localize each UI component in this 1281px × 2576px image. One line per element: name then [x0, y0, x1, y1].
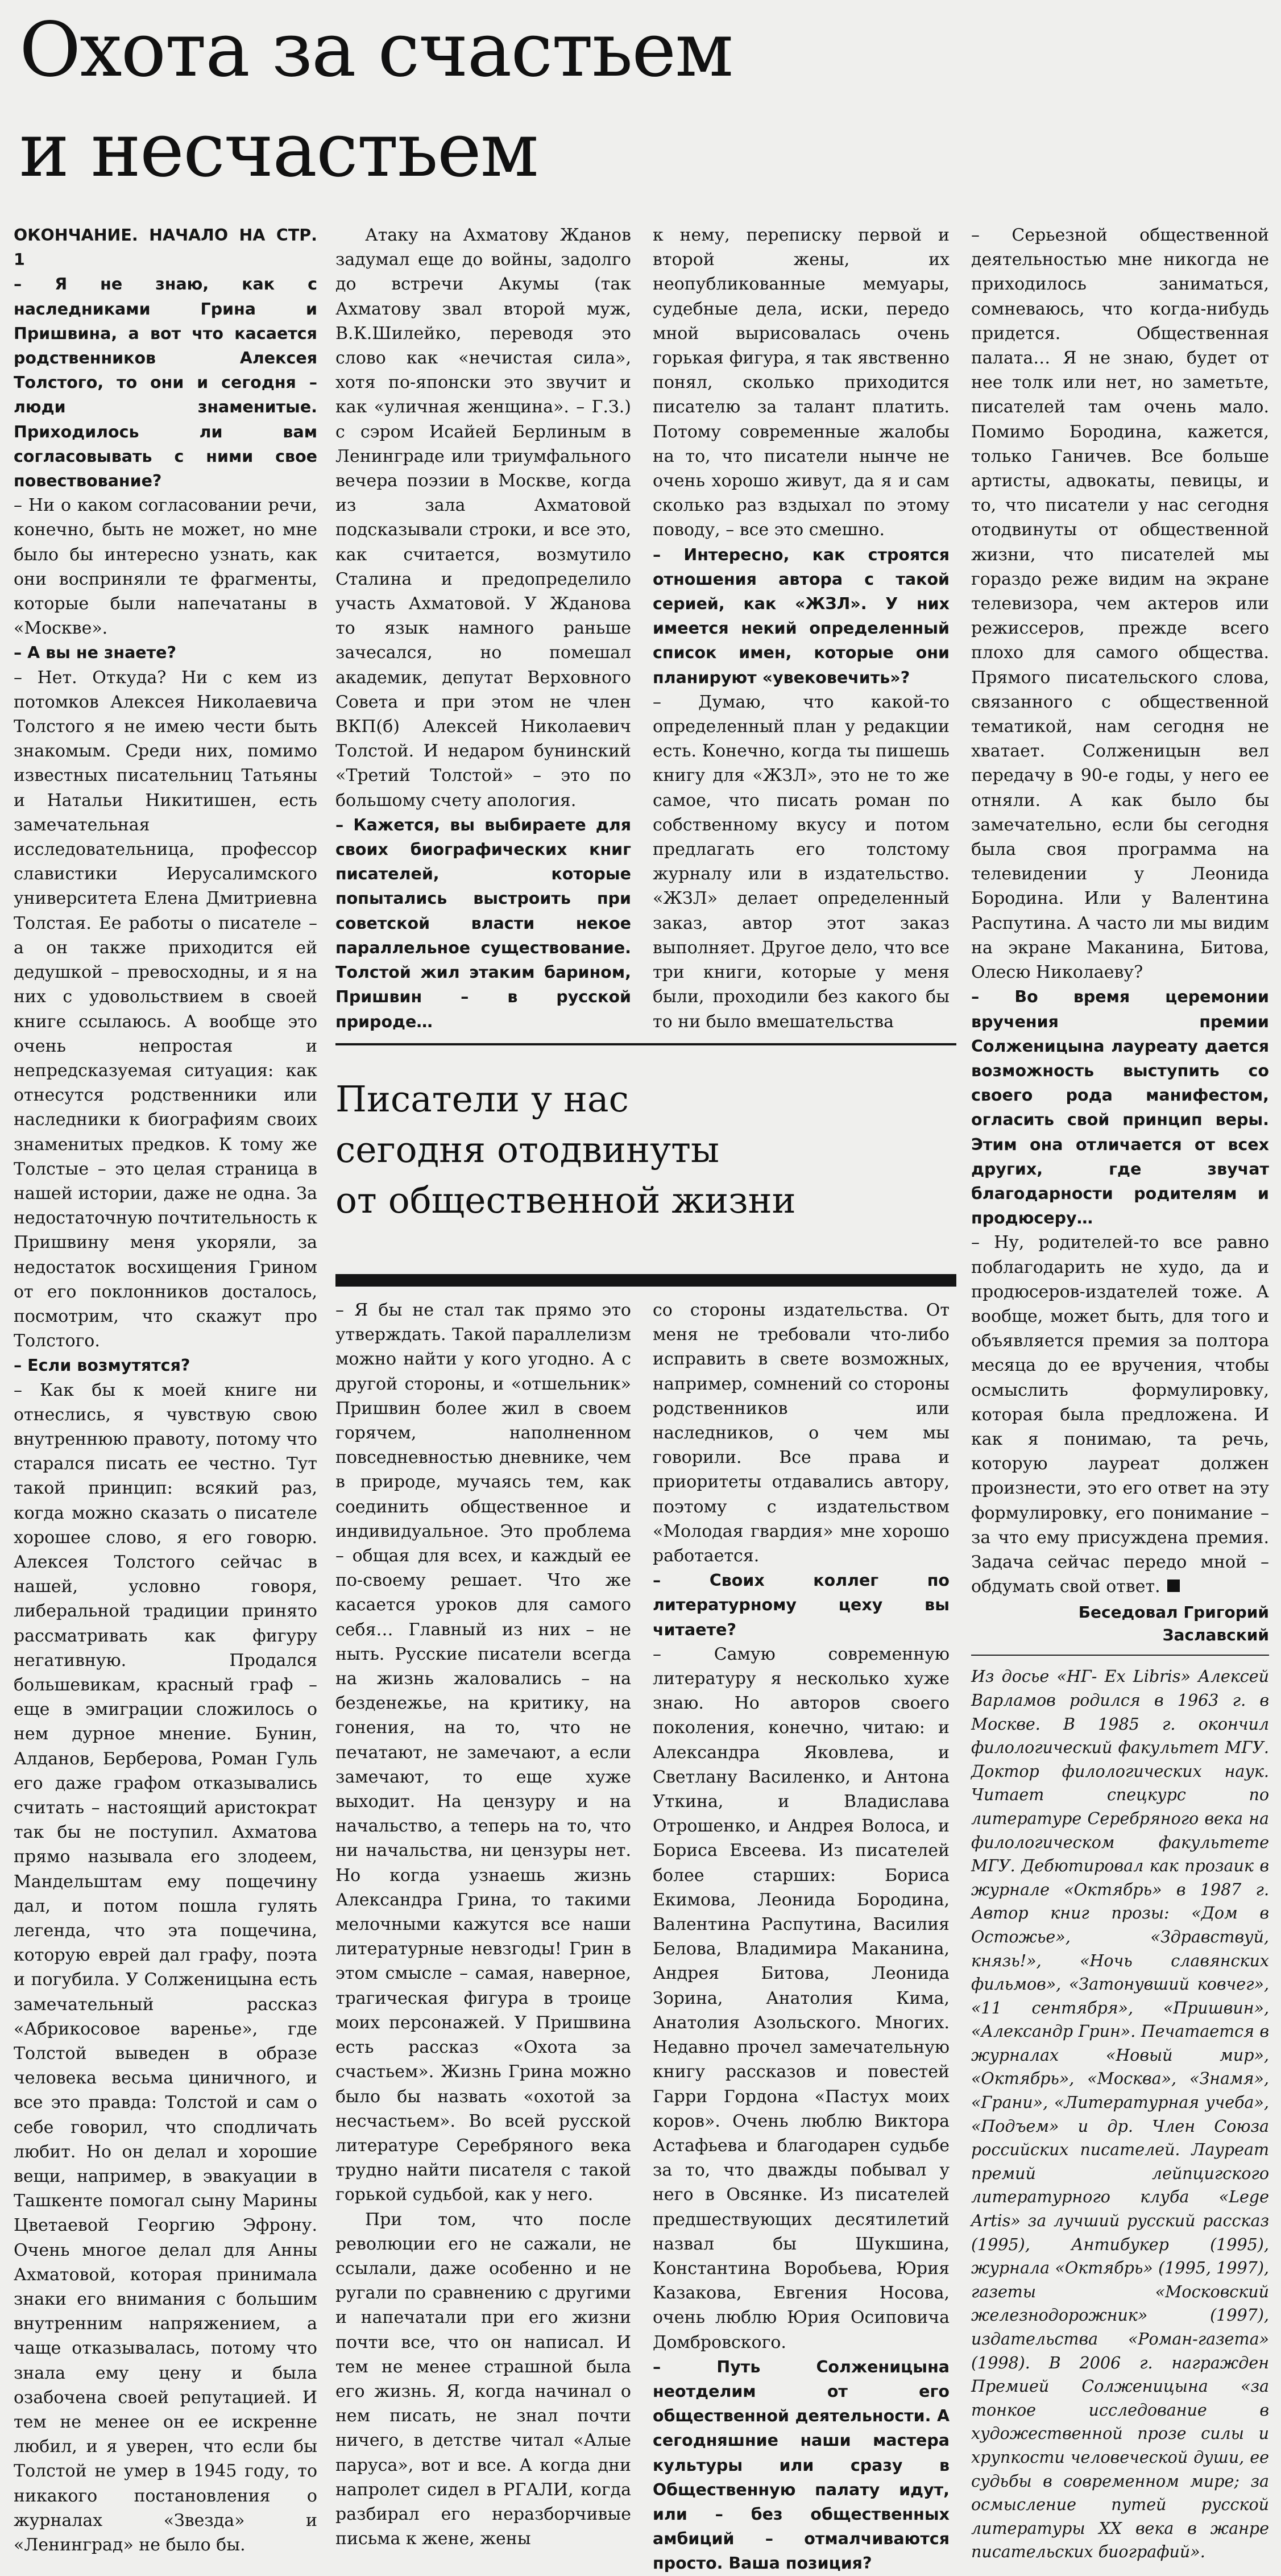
section-divider-bottom — [335, 1274, 956, 1287]
article-headline — [19, 0, 884, 200]
column-3-bottom — [653, 1298, 950, 2573]
answer-8 — [971, 1230, 1269, 1599]
answer-6: – Самую современную литературу я несколько хуже знаю. Но авторов своего поколения, конечно, читаю: и Александра Яковлева, и Светлану Василенко, и Антона Уткина, и Владислава Отрошенко, и Андрея Волоса, и Бориса Евсеева. Из писателей более старших: Бориса Екимова, Леонида Бородина, Валентина Распутина, Василия Белова, Владимира Маканина, Андрея Битова, Леонида Зорина, Анатолия Кима, Анатолия Азольского. Многих. Недавно прочел замечательную книгу рассказов и повестей Гарри Гордона «Пастух моих коров». Очень люблю Виктора Астафьева и благодарен судьбе за то, что дважды побывал у него в Овсянке. Из писателей предшествующих десятилетий назвал бы Шукшина, Константина Воробьева, Юрия Казакова, Евгения Носова, очень люблю Юрия Осиповича Домбровского. — [653, 1644, 950, 2352]
question-3: – Если возмутятся? — [14, 1356, 190, 1375]
question-7: – Путь Солженицына неотделим от его общественной деятельности. А сегодняшние наши мастера культуры или сразу в Общественную палату идут, или – без общественных амбиций – отмалчиваются просто. Ваша позиция? — [653, 2357, 950, 2573]
column-4 — [971, 223, 1269, 2562]
end-mark-icon — [1167, 1579, 1180, 1592]
byline: Беседовал Григорий Заславский — [1078, 1603, 1269, 1645]
column-3-top — [653, 223, 950, 1037]
question-6: – Своих коллег по литературному цеху вы читаете? — [653, 1571, 950, 1639]
paragraph: – Я бы не стал так прямо это утверждать. Такой параллелизм можно найти у кого угодно. А с другой стороны, и «отшельник» Пришвин более жил в своем горячем, наполненном повседневностью дневнике, чем в природе, мучаясь тем, как соединить общественное и индивидуальное. Это проблема – общая для всех, и каждый ее по-своему решает. Что же касается уроков для самого себя… Главный из них – не ныть. Русские писатели всегда на жизнь жаловались – на безденежье, на критику, на гонения, на то, что не печатают, не замечают, а если замечают, то еще хуже выходит. На цензуру и на начальство, а теперь на то, что ни начальства, ни цензуры нет. Но когда узнаешь жизнь Александра Грина, то такими мелочными кажутся все наши литературные невзгоды! Грин в этом смысле – самая, наверное, трагическая фигура в троице моих персонажей. У Пришвина есть рассказ «Охота за счастьем». Жизнь Грина можно было бы назвать «охотой за несчастьем». Во всей русской литературе Серебряного века трудно найти писателя с такой горькой судьбой, как у него. — [335, 1300, 631, 2205]
paragraph: со стороны издательства. От меня не требовали что-либо исправить в свете возможных, например, сомнений со стороны родственников или наследников, о чем мы говорили. Все права и приоритеты отдавались автору, поэтому с издательством «Молодая гвардия» мне хорошо работается. — [653, 1300, 950, 1566]
answer-7: – Серьезной общественной деятельностью мне никогда не приходилось заниматься, сомневаюсь, что когда-нибудь придется. Общественная палата… Я не знаю, будет от нее толк или нет, но заметьте, писателей там очень мало. Помимо Бородина, кажется, только Ганичев. Все больше артисты, адвокаты, певицы, и то, что писатели у нас сегодня отодвинуты от общественной жизни, что писателей мы гораздо реже видим на экране телевизора, чем актеров или режиссеров, прежде всего плохо для самого общества. Прямого писательского слова, связанного с общественной тематикой, нам сегодня не хватает. Солженицын вел передачу в 90-е годы, у него ее отняли. А как было бы замечательно, если бы сегодня была своя программа на телевидении у Леонида Бородина. Или у Валентина Распутина. А часто ли мы видим на экране Маканина, Битова, Олесю Николаеву? — [971, 225, 1269, 983]
section-divider-top — [335, 1043, 956, 1045]
answer-8-text: – Ну, родителей-то все равно поблагодарить не худо, да и продюсеров-издателей тоже. А вообще, может быть, для того и объявляется премия за полтора месяца до ее вручения, чтобы осмыслить формулировку, которая была предложена. И как я понимаю, та речь, которую лауреат должен произнести, это его ответ на эту формулировку, его понимание – за что ему присуждена премия. Задача сейчас передо мной – обдумать свой ответ. — [971, 1233, 1269, 1597]
question-1: – Я не знаю, как с наследниками Грина и Пришвина, а вот что касается родственников Алексея Толстого, то они и сегодня – люди знаменитые. Приходилось ли вам согласовывать с ними свое повествование? — [14, 275, 317, 491]
answer-1: – Ни о каком согласовании речи, конечно, быть не может, но мне было бы интересно узнать, как они восприняли те фрагменты, которые были напечатаны в «Москве». — [14, 495, 317, 639]
column-1 — [14, 223, 317, 2556]
question-8: – Во время церемонии вручения премии Солженицына лауреату дается возможность выступить со своего рода манифестом, огласить свой принцип веры. Этим она отличается от всех других, где звучат благодарности родителям и продюсеру… — [971, 987, 1269, 1228]
section-subhead — [335, 1074, 972, 1226]
column-2-top — [335, 223, 631, 1037]
dossier-divider — [971, 1655, 1269, 1656]
headline-line-2: и несчастьем — [19, 106, 538, 194]
answer-2: – Нет. Откуда? Ни с кем из потомков Алексея Николаевича Толстого я не имею чести быть знакомым. Среди них, помимо известных писательниц Татьяны и Натальи Никитишен, есть замечательная исследовательница, профессор славистики Иерусалимского университета Елена Дмитриевна Толстая. Ее работы о писателе – а он также приходится ей дедушкой – превосходны, и я на них с удовольствием в своей книге ссылаюсь. А вообще это очень непростая и непредсказуемая ситуация: как отнесутся родственники или наследники к биографиям своих знаменитых предков. К тому же Толстые – это целая страница в нашей истории, даже не одна. За недостаточную почтительность к Пришвину меня укоряли, за недостаток восхищения Грином от его поклонников досталось, посмотрим, что скажут про Толстого. — [14, 667, 317, 1351]
subhead-line-1: Писатели у нас — [335, 1078, 629, 1120]
paragraph: к нему, переписку первой и второй жены, их неопубликованные мемуары, судебные дела, иски, передо мной вырисовалась очень горькая фигура, я так явственно понял, сколько приходится писателю за талант платить. Потому современные жалобы на то, что писатели нынче не очень хорошо живут, да я и сам сколько раз вздыхал по этому поводу, – все это смешно. — [653, 225, 950, 540]
continuation-note: ОКОНЧАНИЕ. НАЧАЛО НА СТР. 1 — [14, 226, 317, 270]
paragraph: Атаку на Ахматову Жданов задумал еще до войны, задолго до встречи Акумы (так Ахматову звал второй муж, В.К.Шилейко, переводя это слово как «нечистая сила», хотя по-японски это звучит и как «уличная женщина». – Г.З.) с сэром Исайей Берлиным в Ленинграде или триумфального вечера поэзии в Москве, когда из зала Ахматовой подсказывали строки, и все это, как считается, возмутило Сталина и предопределило участь Ахматовой. У Жданова то язык намного раньше зачесался, но помешал академик, депутат Верховного Совета и при этом не член ВКП(б) Алексей Николаевич Толстой. И недаром бунинский «Третий Толстой» – это по большому счету апология. — [335, 225, 631, 811]
author-dossier: Из досье «НГ- Ex Libris» Алексей Варламов родился в 1963 г. в Москве. В 1985 г. окончил филологический факультет МГУ. Доктор филологических наук. Читает спецкурс по литературе Серебряного века на филологическом факультете МГУ. Дебютировал как прозаик в журнале «Октябрь» в 1987 г. Автор книг прозы: «Дом в Остожье», «Здравствуй, князь!», «Ночь славянских фильмов», «Затонувший ковчег», «11 сентября», «Пришвин», «Александр Грин». Печатается в журналах «Новый мир», «Октябрь», «Москва», «Знамя», «Грани», «Литературная учеба», «Подъем» и др. Член Союза российских писателей. Лауреат премий лейпцигского литературного клуба «Lege Artis» за лучший русский рассказ (1995), Антибукер (1995), журнала «Октябрь» (1995, 1997), газеты «Московский железнодорожник» (1997), издательства «Роман-газета» (1998). В 2006 г. награжден Премией Солженицына «за тонкое исследование в художественной прозе силы и хрупкости человеческой души, ее судьбы в современном мире; за осмысление путей русской литературы XX века в жанре писательских биографий». — [971, 1667, 1269, 2562]
answer-5: – Думаю, что какой-то определенный план у редакции есть. Конечно, когда ты пишешь книгу для «ЖЗЛ», это не то же самое, что писать роман по собственному вкусу и потом предлагать его толстому журналу или в издательство. «ЖЗЛ» делает определенный заказ, автор этот заказ выполняет. Другое дело, что все три книги, которые у меня были, проходили без какого бы то ни было вмешательства — [653, 692, 950, 1032]
headline-line-1: Охота за счастьем — [19, 6, 732, 94]
subhead-line-3: от общественной жизни — [335, 1180, 796, 1221]
subhead-line-2: сегодня отодвинуты — [335, 1129, 720, 1171]
paragraph: При том, что после революции его не сажали, не ссылали, даже особенно и не ругали по сравнению с другими и напечатали при его жизни почти все, что он написал. И тем не менее страшной была его жизнь. Я, когда начинал о нем писать, не знал почти ничего, в детстве читал «Алые паруса», вот и все. А когда дни напролет сидел в РГАЛИ, когда разбирал его неразборчивые письма к жене, жены — [335, 2209, 631, 2549]
question-2: – А вы не знаете? — [14, 643, 177, 663]
column-2-bottom — [335, 1298, 631, 2549]
question-4: – Кажется, вы выбираете для своих биографических книг писателей, которые попытались выстроить при советской власти некое параллельное существование. Толстой жил этаким барином, Пришвин – в русской природе… — [335, 815, 631, 1031]
question-5: – Интересно, как строятся отношения автора с такой серией, как «ЖЗЛ». У них имеется некий определенный список имен, которые они планируют «увековечить»? — [653, 545, 950, 687]
answer-3: – Как бы к моей книге ни отнеслись, я чувствую свою внутреннюю правоту, потому что старался писать ее честно. Тут такой принцип: всякий раз, когда можно сказать о писателе хорошее слово, я его говорю. Алексея Толстого сейчас в нашей, условно говоря, либеральной традиции принято рассматривать как фигуру негативную. Продался большевикам, красный граф – еще в эмиграции сложилось о нем дурное мнение. Бунин, Алданов, Берберова, Роман Гуль его даже графом отказывались считать – настоящий аристократ так бы не поступил. Ахматова прямо называла его злодеем, Мандельштам ему пощечину дал, и потом пошла гулять легенда, что эта пощечина, которую еврей дал графу, поэта и погубила. У Солженицына есть замечательный рассказ «Абрикосовое варенье», где Толстой выведен в образе человека весьма циничного, и все это правда: Толстой и сам о себе говорил, что сподличать любит. Но он делал и хорошие вещи, например, в эвакуации в Ташкенте помогал сыну Марины Цветаевой Георгию Эфрону. Очень многое делал для Анны Ахматовой, которая принимала знаки его внимания с большим внутренним напряжением, а чаще отказывалась, потому что знала ему цену и была озабочена своей репутацией. И тем не менее он ее искренне любил, и я уверен, что если бы Толстой не умер в 1945 году, то никакого постановления о журналах «Звезда» и «Ленинград» не было бы. — [14, 1380, 317, 2556]
